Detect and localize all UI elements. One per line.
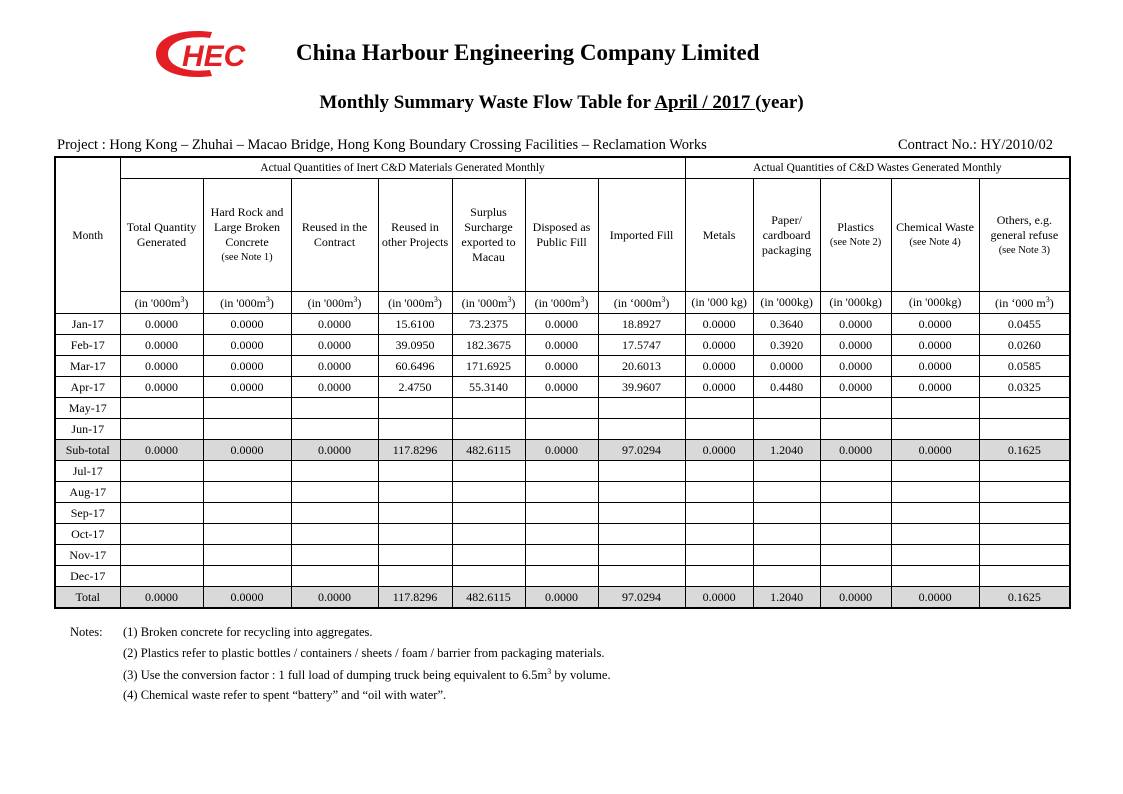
column-label: Metals <box>702 227 736 242</box>
unit-text: (in '000m <box>534 295 581 310</box>
month-cell: Sub-total <box>55 440 120 461</box>
value-cell: 0.0000 <box>291 440 378 461</box>
table-row <box>55 503 1070 524</box>
value-cell <box>120 419 203 440</box>
value-cell: 1.2040 <box>753 440 820 461</box>
value-cell <box>820 419 891 440</box>
table-row <box>55 377 1070 398</box>
column-label: Paper/ cardboard packaging <box>761 212 812 257</box>
value-cell <box>291 545 378 566</box>
value-cell: 0.3640 <box>753 314 820 335</box>
month-cell: Dec-17 <box>55 566 120 587</box>
month-header: Month <box>55 157 120 314</box>
table-body <box>55 314 1070 609</box>
value-cell <box>291 419 378 440</box>
column-label: Chemical Waste <box>896 220 974 234</box>
value-cell: 0.0000 <box>525 356 598 377</box>
value-cell <box>598 419 685 440</box>
value-cell: 0.0000 <box>203 377 291 398</box>
unit-cell <box>452 292 525 314</box>
month-cell: Nov-17 <box>55 545 120 566</box>
value-cell <box>525 419 598 440</box>
month-cell: Feb-17 <box>55 335 120 356</box>
unit-sup: 3 <box>265 294 270 304</box>
value-cell: 0.0000 <box>685 356 753 377</box>
value-cell <box>120 503 203 524</box>
value-cell <box>891 503 979 524</box>
value-cell <box>753 419 820 440</box>
value-cell <box>203 545 291 566</box>
value-cell <box>203 419 291 440</box>
value-cell: 0.0000 <box>891 356 979 377</box>
unit-cell <box>120 292 203 314</box>
group-inert-header: Actual Quantities of Inert C&D Materials Generated Monthly <box>120 157 685 179</box>
value-cell <box>378 566 452 587</box>
value-cell <box>120 545 203 566</box>
value-cell <box>452 545 525 566</box>
value-cell <box>598 482 685 503</box>
contract-number: Contract No.: HY/2010/02 <box>897 137 1053 153</box>
unit-text: (in '000kg) <box>908 295 962 309</box>
unit-end: ) <box>437 295 442 310</box>
table-row <box>55 398 1070 419</box>
value-cell <box>891 419 979 440</box>
value-cell <box>753 503 820 524</box>
value-cell: 0.0000 <box>891 335 979 356</box>
unit-text: (in '000 kg) <box>691 295 747 309</box>
value-cell: 2.4750 <box>378 377 452 398</box>
value-cell: 0.0000 <box>203 356 291 377</box>
value-cell: 0.0000 <box>525 335 598 356</box>
group-waste-header: Actual Quantities of C&D Wastes Generated Monthly <box>685 157 1070 179</box>
value-cell <box>753 398 820 419</box>
value-cell: 0.0000 <box>820 440 891 461</box>
value-cell <box>203 461 291 482</box>
table-row <box>55 524 1070 545</box>
title-period: April / 2017 <box>654 92 756 113</box>
table-row <box>55 566 1070 587</box>
unit-end: ) <box>584 295 589 310</box>
value-cell <box>685 524 753 545</box>
unit-cell <box>525 292 598 314</box>
value-cell <box>753 524 820 545</box>
value-cell: 39.0950 <box>378 335 452 356</box>
value-cell <box>820 398 891 419</box>
value-cell: 482.6115 <box>452 440 525 461</box>
value-cell: 0.0000 <box>120 440 203 461</box>
value-cell: 0.0260 <box>979 335 1070 356</box>
value-cell: 0.0000 <box>685 587 753 609</box>
value-cell: 0.0000 <box>291 587 378 609</box>
value-cell <box>891 398 979 419</box>
value-cell <box>598 461 685 482</box>
value-cell: 0.1625 <box>979 587 1070 609</box>
month-cell: Jan-17 <box>55 314 120 335</box>
value-cell <box>378 503 452 524</box>
unit-cell <box>598 292 685 314</box>
note-4-text: (4) Chemical waste refer to spent “battery” and “oil with water”. <box>123 688 447 702</box>
page-title <box>0 92 1123 114</box>
value-cell: 0.0000 <box>685 377 753 398</box>
column-header <box>120 179 203 292</box>
value-cell <box>378 398 452 419</box>
value-cell: 0.3920 <box>753 335 820 356</box>
value-cell <box>120 482 203 503</box>
note-3 <box>123 667 611 683</box>
column-header <box>598 179 685 292</box>
value-cell <box>685 545 753 566</box>
column-header <box>378 179 452 292</box>
value-cell: 0.0455 <box>979 314 1070 335</box>
value-cell: 73.2375 <box>452 314 525 335</box>
value-cell <box>753 545 820 566</box>
value-cell <box>203 482 291 503</box>
value-cell: 0.0000 <box>120 356 203 377</box>
value-cell <box>820 566 891 587</box>
unit-text: (in ‘000 m <box>995 295 1046 310</box>
column-header <box>753 179 820 292</box>
value-cell <box>598 398 685 419</box>
value-cell <box>891 482 979 503</box>
value-cell <box>120 398 203 419</box>
value-cell <box>378 419 452 440</box>
column-label: Disposed as Public Fill <box>532 220 591 249</box>
month-cell: Total <box>55 587 120 609</box>
unit-cell <box>203 292 291 314</box>
month-cell: Sep-17 <box>55 503 120 524</box>
value-cell <box>291 461 378 482</box>
value-cell: 0.0585 <box>979 356 1070 377</box>
value-cell <box>291 398 378 419</box>
value-cell: 117.8296 <box>378 440 452 461</box>
value-cell <box>120 566 203 587</box>
column-note: (see Note 3) <box>998 244 1050 256</box>
unit-end: ) <box>269 295 274 310</box>
value-cell <box>820 524 891 545</box>
waste-flow-table <box>54 156 1071 609</box>
company-name: China Harbour Engineering Company Limited <box>296 40 760 65</box>
unit-sup: 3 <box>353 294 358 304</box>
value-cell: 1.2040 <box>753 587 820 609</box>
value-cell <box>291 482 378 503</box>
value-cell: 18.8927 <box>598 314 685 335</box>
value-cell: 0.0000 <box>291 314 378 335</box>
logo-text: HEC <box>182 40 246 73</box>
column-header <box>979 179 1070 292</box>
value-cell: 182.3675 <box>452 335 525 356</box>
month-cell: Jul-17 <box>55 461 120 482</box>
value-cell: 171.6925 <box>452 356 525 377</box>
value-cell <box>979 482 1070 503</box>
unit-cell <box>979 292 1070 314</box>
value-cell <box>378 482 452 503</box>
value-cell <box>452 461 525 482</box>
value-cell: 0.0000 <box>203 440 291 461</box>
value-cell: 0.0000 <box>891 440 979 461</box>
column-label: Imported Fill <box>609 227 674 242</box>
value-cell <box>820 545 891 566</box>
table-row <box>55 335 1070 356</box>
value-cell <box>891 566 979 587</box>
month-cell: Mar-17 <box>55 356 120 377</box>
value-cell: 0.0000 <box>891 587 979 609</box>
value-cell: 0.0000 <box>203 587 291 609</box>
column-header <box>685 179 753 292</box>
unit-text: (in ‘000m <box>613 295 662 310</box>
value-cell <box>979 461 1070 482</box>
note-2 <box>123 646 604 661</box>
unit-sup: 3 <box>433 294 438 304</box>
value-cell <box>685 482 753 503</box>
value-cell <box>525 398 598 419</box>
unit-sup: 3 <box>1045 294 1050 304</box>
value-cell: 0.0000 <box>685 335 753 356</box>
value-cell: 15.6100 <box>378 314 452 335</box>
value-cell <box>452 524 525 545</box>
value-cell: 0.0000 <box>291 377 378 398</box>
column-label: Plastics <box>837 220 874 234</box>
value-cell <box>979 545 1070 566</box>
value-cell: 0.0000 <box>203 314 291 335</box>
column-label: Others, e.g. general refuse <box>990 212 1059 242</box>
value-cell <box>820 503 891 524</box>
title-prefix: Monthly Summary Waste Flow Table for <box>319 92 655 113</box>
value-cell <box>979 419 1070 440</box>
column-header <box>203 179 291 292</box>
value-cell <box>598 524 685 545</box>
value-cell <box>203 566 291 587</box>
value-cell <box>979 398 1070 419</box>
note-3-text: (3) Use the conversion factor : 1 full load of dumping truck being equivalent to 6.5m <box>123 668 548 683</box>
unit-cell <box>291 292 378 314</box>
column-note: (see Note 2) <box>829 237 882 248</box>
month-cell: Aug-17 <box>55 482 120 503</box>
column-label: Reused in other Projects <box>381 220 449 249</box>
column-header <box>452 179 525 292</box>
value-cell: 0.0000 <box>820 587 891 609</box>
value-cell: 20.6013 <box>598 356 685 377</box>
value-cell: 0.0000 <box>120 314 203 335</box>
column-note: (see Note 4) <box>909 237 961 248</box>
unit-sup: 3 <box>180 294 185 304</box>
column-note: (see Note 1) <box>221 252 273 263</box>
note-4 <box>123 688 446 703</box>
value-cell <box>120 461 203 482</box>
unit-end: ) <box>511 295 516 310</box>
value-cell: 0.4480 <box>753 377 820 398</box>
unit-cell <box>820 292 891 314</box>
value-cell <box>378 461 452 482</box>
value-cell <box>452 419 525 440</box>
value-cell <box>979 566 1070 587</box>
value-cell <box>452 398 525 419</box>
value-cell <box>979 524 1070 545</box>
value-cell <box>820 482 891 503</box>
value-cell: 0.0000 <box>820 314 891 335</box>
value-cell <box>598 545 685 566</box>
value-cell: 0.0000 <box>203 335 291 356</box>
value-cell <box>753 461 820 482</box>
unit-text: (in '000m <box>388 295 434 310</box>
table-row <box>55 482 1070 503</box>
value-cell <box>525 482 598 503</box>
value-cell <box>291 566 378 587</box>
value-cell <box>291 503 378 524</box>
value-cell: 0.1625 <box>979 440 1070 461</box>
note-3-after: by volume. <box>551 668 611 683</box>
table-row-subtotal <box>55 440 1070 461</box>
value-cell: 55.3140 <box>452 377 525 398</box>
value-cell <box>291 524 378 545</box>
value-cell <box>525 545 598 566</box>
project-name: Project : Hong Kong – Zhuhai – Macao Bridge, Hong Kong Boundary Crossing Facilities – Reclamation Works <box>57 137 707 153</box>
value-cell: 0.0000 <box>891 377 979 398</box>
month-cell: Apr-17 <box>55 377 120 398</box>
value-cell: 0.0000 <box>525 587 598 609</box>
value-cell <box>685 419 753 440</box>
value-cell <box>203 524 291 545</box>
value-cell: 0.0325 <box>979 377 1070 398</box>
value-cell <box>525 524 598 545</box>
column-header <box>820 179 891 292</box>
unit-text: (in '000kg) <box>829 295 882 309</box>
value-cell <box>378 545 452 566</box>
value-cell <box>598 566 685 587</box>
value-cell: 0.0000 <box>120 587 203 609</box>
value-cell <box>452 482 525 503</box>
value-cell: 0.0000 <box>120 335 203 356</box>
value-cell <box>820 461 891 482</box>
value-cell <box>452 566 525 587</box>
value-cell: 0.0000 <box>525 377 598 398</box>
table-row <box>55 545 1070 566</box>
value-cell: 0.0000 <box>120 377 203 398</box>
value-cell <box>979 503 1070 524</box>
hec-logo-mark <box>152 26 270 82</box>
value-cell <box>525 566 598 587</box>
value-cell: 0.0000 <box>820 356 891 377</box>
value-cell: 0.0000 <box>820 377 891 398</box>
value-cell <box>378 524 452 545</box>
note-1-text: (1) Broken concrete for recycling into aggregates. <box>123 625 373 639</box>
hec-logo <box>152 26 270 82</box>
value-cell: 0.0000 <box>525 314 598 335</box>
value-cell <box>598 503 685 524</box>
unit-cell <box>378 292 452 314</box>
value-cell <box>120 524 203 545</box>
column-label: Reused in the Contract <box>301 220 368 249</box>
value-cell <box>891 461 979 482</box>
unit-cell <box>891 292 979 314</box>
value-cell <box>753 566 820 587</box>
table-row <box>55 356 1070 377</box>
unit-row <box>55 292 1070 314</box>
unit-text: (in '000m <box>134 295 181 310</box>
value-cell: 39.9607 <box>598 377 685 398</box>
value-cell: 0.0000 <box>291 356 378 377</box>
unit-text: (in '000m <box>307 295 354 310</box>
value-cell <box>891 545 979 566</box>
unit-text: (in '000m <box>220 295 266 310</box>
column-header <box>891 179 979 292</box>
table-row <box>55 314 1070 335</box>
note-1 <box>123 625 373 640</box>
value-cell <box>203 398 291 419</box>
value-cell <box>685 461 753 482</box>
note-3-sup: 3 <box>547 667 552 676</box>
column-label: Total Quantity Generated <box>126 220 197 249</box>
column-label: Hard Rock and Large Broken Concrete <box>210 205 284 249</box>
unit-cell <box>685 292 753 314</box>
value-cell: 0.0000 <box>820 335 891 356</box>
note-2-text: (2) Plastics refer to plastic bottles / containers / sheets / foam / barrier from packaging materials. <box>123 646 605 660</box>
unit-sup: 3 <box>580 294 585 304</box>
month-cell: Oct-17 <box>55 524 120 545</box>
value-cell <box>525 461 598 482</box>
value-cell <box>685 398 753 419</box>
value-cell <box>203 503 291 524</box>
value-cell: 482.6115 <box>452 587 525 609</box>
value-cell: 17.5747 <box>598 335 685 356</box>
value-cell: 0.0000 <box>685 440 753 461</box>
value-cell: 0.0000 <box>753 356 820 377</box>
unit-sup: 3 <box>507 294 512 304</box>
unit-text: (in '000kg) <box>760 295 813 309</box>
value-cell <box>452 503 525 524</box>
unit-end: ) <box>665 295 670 310</box>
month-cell: Jun-17 <box>55 419 120 440</box>
value-cell: 0.0000 <box>291 335 378 356</box>
value-cell <box>685 503 753 524</box>
unit-end: ) <box>1049 295 1054 310</box>
column-label: Surplus Surcharge exported to Macau <box>461 205 516 264</box>
table-row <box>55 461 1070 482</box>
value-cell <box>525 503 598 524</box>
month-cell: May-17 <box>55 398 120 419</box>
value-cell: 117.8296 <box>378 587 452 609</box>
value-cell <box>891 524 979 545</box>
value-cell <box>685 566 753 587</box>
value-cell: 0.0000 <box>685 314 753 335</box>
column-header <box>525 179 598 292</box>
value-cell: 97.0294 <box>598 440 685 461</box>
column-header <box>291 179 378 292</box>
unit-text: (in '000m <box>461 295 508 310</box>
unit-cell <box>753 292 820 314</box>
value-cell <box>753 482 820 503</box>
unit-end: ) <box>184 295 189 310</box>
table-row <box>55 419 1070 440</box>
value-cell: 60.6496 <box>378 356 452 377</box>
column-header-row <box>55 179 1070 292</box>
unit-sup: 3 <box>661 294 666 304</box>
value-cell: 0.0000 <box>891 314 979 335</box>
table-row-subtotal <box>55 587 1070 609</box>
value-cell: 0.0000 <box>525 440 598 461</box>
group-header-row <box>55 157 1070 179</box>
title-suffix: (year) <box>755 92 804 113</box>
value-cell: 97.0294 <box>598 587 685 609</box>
notes-label: Notes: <box>70 625 103 639</box>
unit-end: ) <box>357 295 362 310</box>
